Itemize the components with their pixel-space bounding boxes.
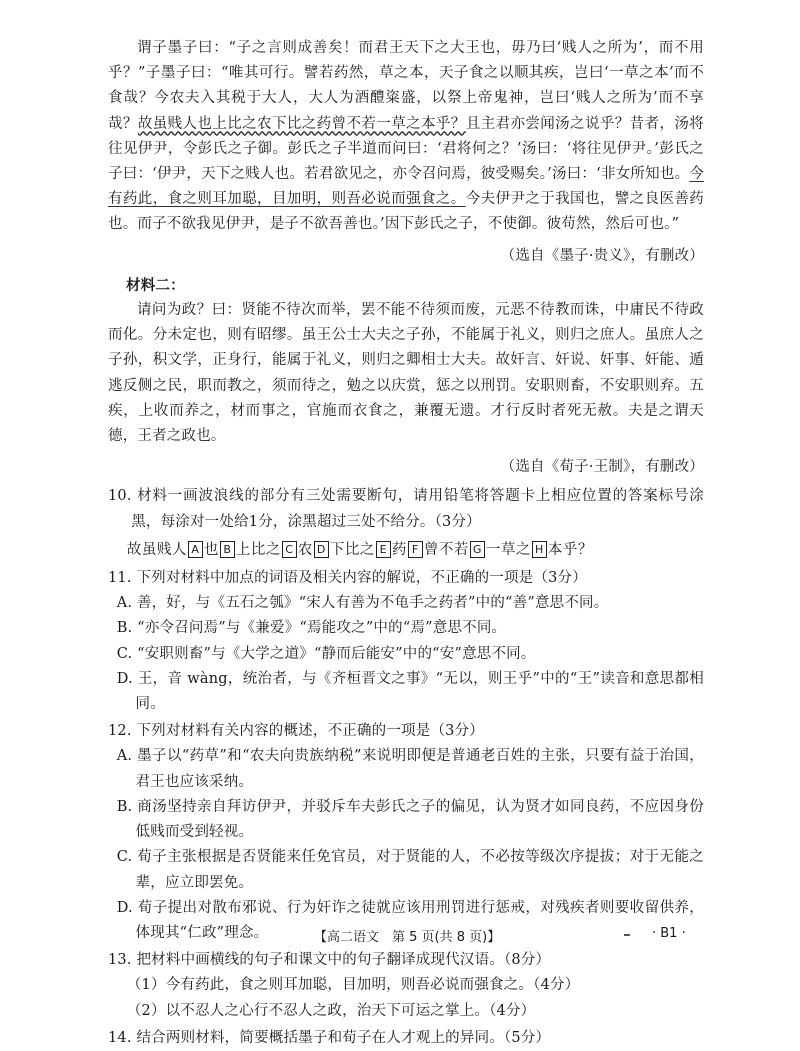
material-one <box>108 36 704 1051</box>
question-12 <box>108 719 704 946</box>
page-label: 【高二语文 第 5 页(共 8 页)】 <box>314 930 501 945</box>
break-box-g: G <box>470 541 485 558</box>
underlined-sentence: 今有药此，食之则耳加聪，目加明，则吾必说而强食之。 <box>108 166 704 208</box>
question-13-item-1: （1）今有药此，食之则耳加聪，目加明，则吾必说而强食之。（4分） <box>126 977 580 994</box>
segment: 也 <box>203 541 219 558</box>
question-11 <box>108 566 704 717</box>
break-box-h: H <box>532 541 547 558</box>
question-14 <box>108 1026 704 1051</box>
segment: 一草之 <box>485 541 531 558</box>
question-10 <box>108 484 704 563</box>
segment: 本乎？ <box>547 541 593 558</box>
question-11-option-b: B. “亦令召问焉”与《兼爱》“焉能攻之”中的“焉”意思不同。 <box>116 620 507 637</box>
question-12-option-d: D. 荀子提出对散布邪说、行为奸诈之徒就应该用刑罚进行惩戒，对残疾者则要收留供养，体现其“仁政”理念。 <box>116 899 704 941</box>
segment: 药 <box>391 541 407 558</box>
question-12-option-a: A. 墨子以“药草”和“农夫向贵族纳税”来说明即便是普通老百姓的主张，只要有益于治国，君王也应该采纳。 <box>116 748 704 790</box>
segment: 故虽贱人 <box>126 541 187 558</box>
material-one-passage <box>108 36 704 238</box>
material-two-title: 材料二： <box>126 276 185 294</box>
segment: 上比之 <box>235 541 281 558</box>
version-code: · B1 · <box>652 926 686 941</box>
break-box-c: C <box>282 541 297 558</box>
question-12-stem: 12. 下列对材料有关内容的概述，不正确的一项是（3分） <box>108 723 484 740</box>
source-note-one: （选自《墨子·贵义》，有删改） <box>500 247 704 264</box>
sentence-break-options <box>127 538 704 563</box>
question-11-option-c: C. “安职则畜”与《大学之道》“静而后能安”中的“安”意思不同。 <box>116 645 536 662</box>
segment: 曾不若 <box>423 541 469 558</box>
question-13-item-2: （2）以不忍人之心行不忍人之政，治天下可运之掌上。（4分） <box>126 1002 536 1019</box>
question-11-option-a: A. 善，好，与《五石之瓠》“宋人有善为不龟手之药者”中的“善”意思不同。 <box>116 595 609 612</box>
source-note-two: （选自《荀子·王制》，有删改） <box>500 459 704 476</box>
question-10-stem: 10. 材料一画波浪线的部分有三处需要断句，请用铅笔将答题卡上相应位置的答案标号涂黑，每涂对一处给1分，涂黑超过三处不给分。（3分） <box>108 488 704 530</box>
break-box-b: B <box>220 541 235 558</box>
segment: 下比之 <box>329 541 375 558</box>
break-box-d: D <box>314 541 329 558</box>
wavy-underlined-sentence: 故虽贱人也上比之农下比之药曾不若一草之本乎？ <box>137 115 466 132</box>
question-14-stem: 14. 结合两则材料，简要概括墨子和荀子在人才观上的异同。（5分） <box>108 1029 551 1046</box>
question-13 <box>108 948 704 1024</box>
passage-text: 谓子墨子曰：“子之言则成善矣！而君王天下之大王也，毋乃曰‘贱人之所为’，而不用乎？”子墨子曰：“唯其可行。譬若药然，草之本，天子食之以顺其疾，岂曰‘一草之本’而不食哉？今农夫入其税于大人，大人为酒醴粢盛，以祭上帝鬼神，岂曰‘贱人之所为’而不享哉？ <box>108 40 704 132</box>
question-13-stem: 13. 把材料中画横线的句子和课文中的句子翻译成现代汉语。（8分） <box>108 952 551 969</box>
break-box-f: F <box>408 541 423 558</box>
question-11-stem: 11. 下列对材料中加点的词语及相关内容的解说，不正确的一项是（3分） <box>108 570 587 587</box>
question-12-option-c: C. 荀子主张根据是否贤能来任免官员，对于贤能的人，不必按等级次序提拔；对于无能之辈，应立即罢免。 <box>116 849 704 891</box>
passage-text: 且主君亦尝闻汤之说乎？昔者，汤将往见伊尹，令彭氏之子御。彭氏之子半道而问曰：‘君将何之？’汤曰：‘将往见伊尹。’彭氏之子曰：‘伊尹，天下之贱人也。若君欲见之，亦令召问焉，彼受赐矣。’汤曰：‘非女所知也。 <box>108 115 704 183</box>
passage-text: 今夫伊尹之于我国也，譬之良医善药也。而子不欲我见伊尹，是子不欲吾善也。’因下彭氏之子，不使御。彼苟然，然后可也。” <box>108 191 704 233</box>
segment: 农 <box>297 541 313 558</box>
question-12-option-b: B. 商汤坚持亲自拜访伊尹，并驳斥车夫彭氏之子的偏见，认为贤才如同良药，不应因身份低贱而受到轻视。 <box>116 798 704 841</box>
break-box-e: E <box>376 541 391 558</box>
print-mark <box>624 934 630 936</box>
break-box-a: A <box>188 541 203 558</box>
material-two-passage: 请问为政？曰：贤能不待次而举，罢不能不待须而废，元恶不待教而诛，中庸民不待政而化。分未定也，则有昭缪。虽王公士大夫之子孙，不能属于礼义，则归之庶人。虽庶人之子孙，积文学，正身行，能属于礼义，则归之卿相士大夫。故奸言、奸说、奸事、奸能、遁逃反侧之民，职而教之，须而待之，勉之以庆赏，惩之以刑罚。安职则畜，不安职则弃。五疾，上收而养之，材而事之，官施而衣食之，兼覆无遗。才行反时者死无赦。夫是之谓天德，王者之政也。 <box>108 302 704 445</box>
question-11-option-d: D. 王，音 wàng，统治者，与《齐桓晋文之事》“无以，则王乎”中的“王”读音和意思都相同。 <box>116 670 704 713</box>
